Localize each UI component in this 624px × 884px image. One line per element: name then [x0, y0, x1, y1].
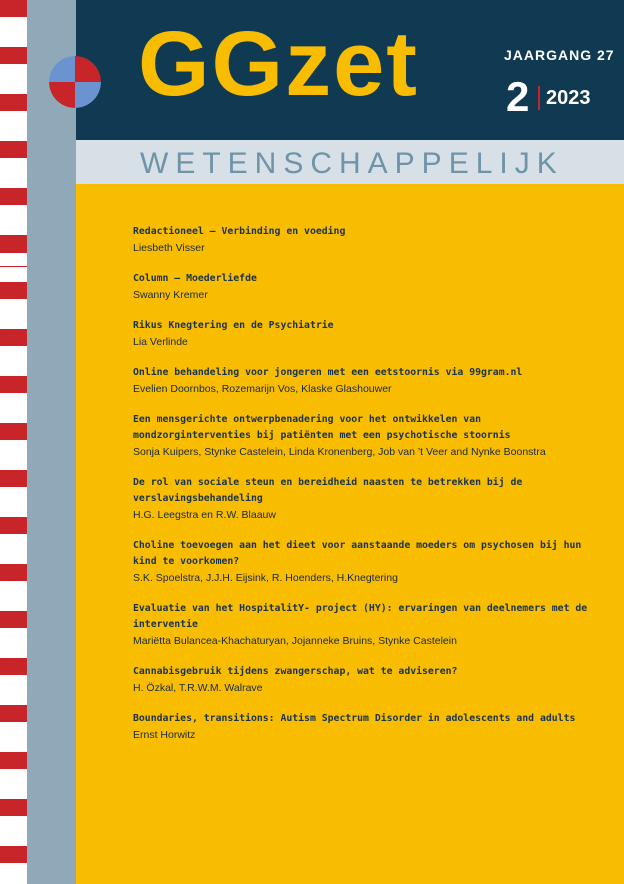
toc-entry-authors: Ernst Horwitz — [133, 729, 196, 741]
toc-entry-title: Een mensgerichte ontwerpbenadering voor het ontwikkelen van mondzorginterventies bij patiënten met een psychotische stoornis — [133, 414, 511, 441]
red-white-stripe — [0, 0, 27, 884]
toc-entry — [133, 224, 603, 256]
toc-entry — [133, 365, 603, 397]
side-blue-bar — [27, 0, 76, 884]
toc-entry-title: Column – Moederliefde — [133, 273, 257, 284]
toc-entry-title: Redactioneel – Verbinding en voeding — [133, 226, 346, 237]
quadrant-logo-icon — [49, 56, 101, 108]
toc-entry-authors: Swanny Kremer — [133, 289, 208, 301]
toc-entry-authors: Lia Verlinde — [133, 336, 188, 348]
toc-entry-authors: Mariëtta Bulancea-Khachaturyan, Jojanneke Bruins, Stynke Castelein — [133, 635, 457, 647]
issue-separator — [538, 86, 540, 110]
table-of-contents — [133, 224, 603, 743]
toc-entry-authors: Liesbeth Visser — [133, 242, 205, 254]
toc-entry — [133, 271, 603, 303]
issue-year: 2023 — [546, 87, 591, 109]
toc-entry-authors: S.K. Spoelstra, J.J.H. Eijsink, R. Hoenders, H.Knegtering — [133, 572, 398, 584]
toc-entry — [133, 601, 603, 649]
toc-entry-title: Cannabisgebruik tijdens zwangerschap, wat te adviseren? — [133, 666, 458, 677]
section-title: WETENSCHAPPELIJK — [140, 147, 564, 180]
toc-entry-authors: Sonja Kuipers, Stynke Castelein, Linda Kronenberg, Job van ’t Veer and Nynke Boonstra — [133, 446, 546, 458]
magazine-title: GGzet — [138, 13, 419, 115]
toc-entry-authors: H.G. Leegstra en R.W. Blaauw — [133, 509, 276, 521]
toc-entry-title: De rol van sociale steun en bereidheid naasten te betrekken bij de verslavingsbehandeling — [133, 477, 523, 504]
toc-entry-authors: Evelien Doornbos, Rozemarijn Vos, Klaske Glashouwer — [133, 383, 392, 395]
toc-entry — [133, 664, 603, 696]
volume-label: JAARGANG 27 — [504, 47, 615, 63]
toc-entry — [133, 538, 603, 586]
issue-number: 2 — [506, 73, 530, 120]
toc-entry-title: Boundaries, transitions: Autism Spectrum Disorder in adolescents and adults — [133, 713, 576, 724]
toc-entry — [133, 318, 603, 350]
toc-entry-authors: H. Özkal, T.R.W.M. Walrave — [133, 682, 263, 694]
toc-entry — [133, 711, 603, 743]
toc-entry — [133, 475, 603, 523]
toc-entry-title: Choline toevoegen aan het dieet voor aanstaande moeders om psychosen bij hun kind te voorkomen? — [133, 540, 582, 567]
toc-entry-title: Evaluatie van het HospitalitY- project (HY): ervaringen van deelnemers met de interventie — [133, 603, 588, 630]
toc-entry — [133, 412, 603, 460]
toc-entry-title: Rikus Knegtering en de Psychiatrie — [133, 320, 334, 331]
toc-entry-title: Online behandeling voor jongeren met een eetstoornis via 99gram.nl — [133, 367, 523, 378]
